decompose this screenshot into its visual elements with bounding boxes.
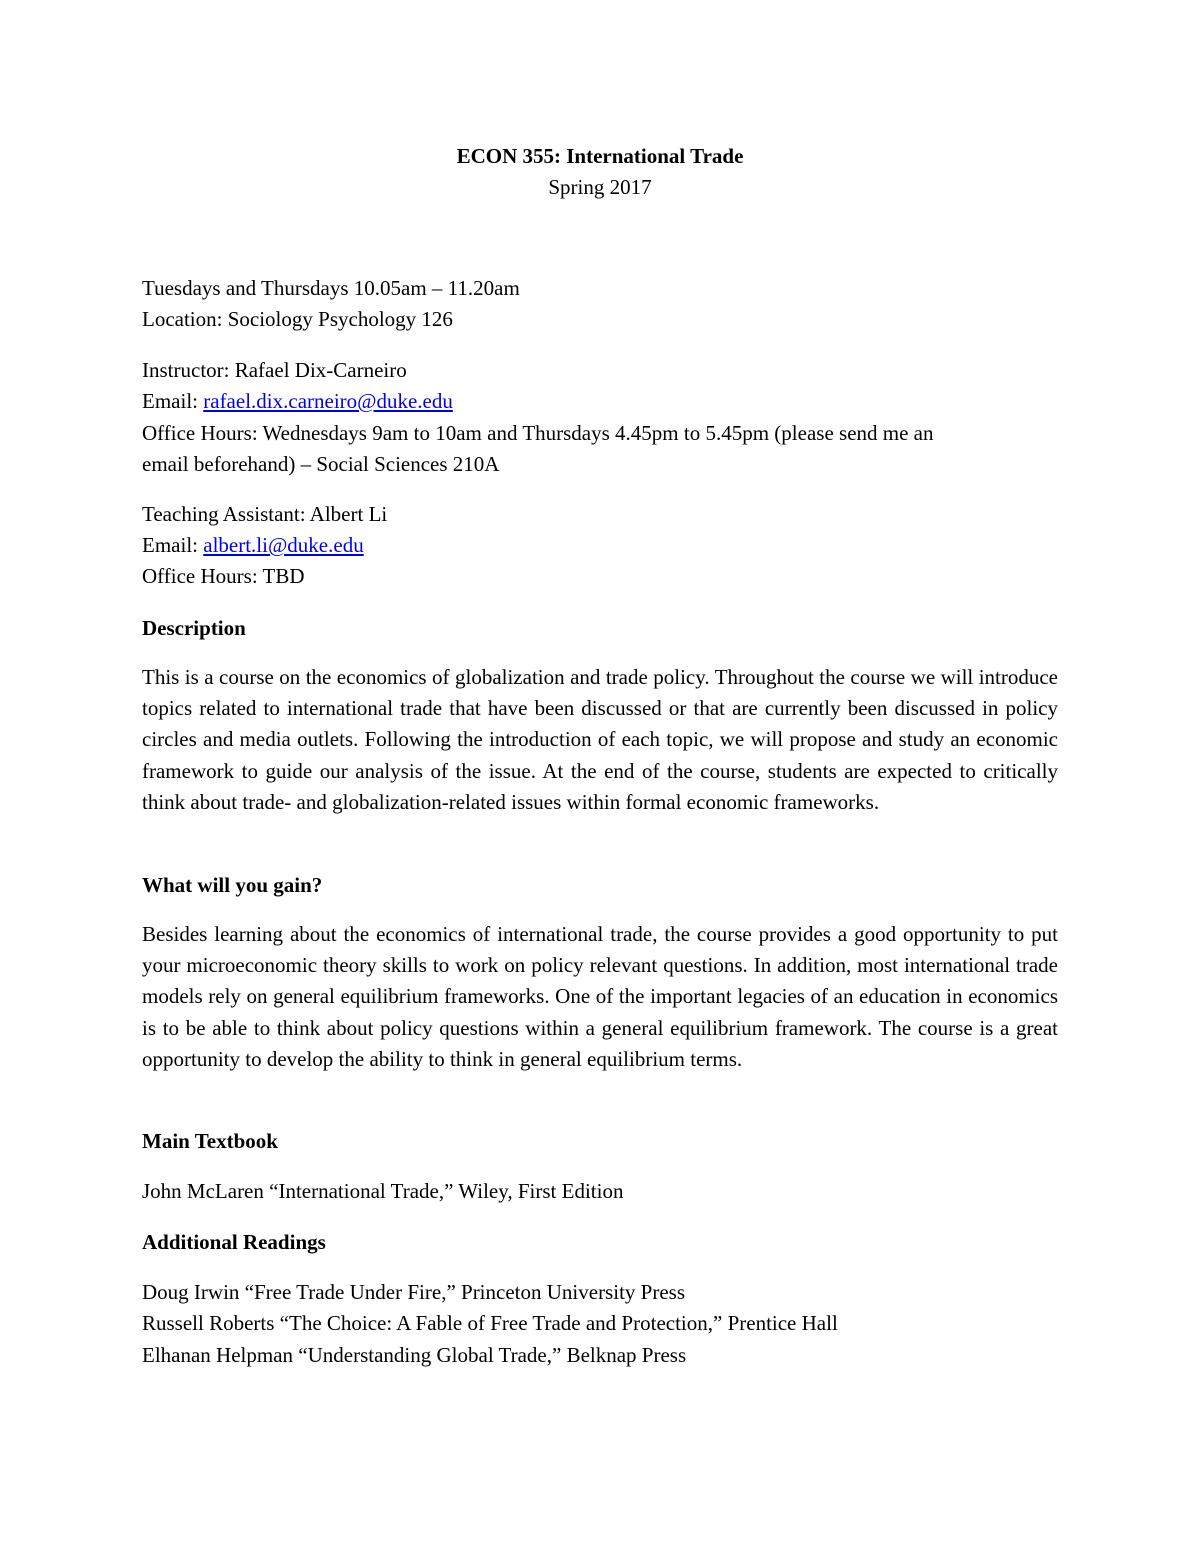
reading-item: Doug Irwin “Free Trade Under Fire,” Princeton University Press: [142, 1280, 685, 1304]
description-paragraph: This is a course on the economics of globalization and trade policy. Throughout the course we will introduce topics related to international trade that have been discussed or that are currently been discussed in policy circles and media outlets. Following the introduction of each topic, we will propose and study an economic framework to guide our analysis of the issue. At the end of the course, students are expected to critically think about trade- and globalization-related issues within formal economic frameworks.: [142, 665, 1058, 814]
course-title: ECON 355: International Trade: [456, 144, 744, 168]
ta-email-label: Email:: [142, 533, 204, 557]
textbook-entry: John McLaren “International Trade,” Wiley, First Edition: [142, 1179, 624, 1203]
reading-item: Elhanan Helpman “Understanding Global Trade,” Belknap Press: [142, 1343, 687, 1367]
instructor-name: Instructor: Rafael Dix-Carneiro: [142, 358, 407, 382]
ta-email-line: [142, 530, 364, 560]
description-heading: Description: [142, 616, 246, 640]
ta-email-link[interactable]: albert.li@duke.edu: [203, 533, 364, 557]
ta-office-hours: Office Hours: TBD: [142, 564, 305, 588]
instructor-email-line: [142, 386, 453, 416]
instructor-office-hours-line-2: email beforehand) – Social Sciences 210A: [142, 452, 500, 476]
instructor-office-hours-line-1: Office Hours: Wednesdays 9am to 10am and Thursdays 4.45pm to 5.45pm (please send me an: [142, 421, 934, 445]
class-schedule: Tuesdays and Thursdays 10.05am – 11.20am: [142, 276, 520, 300]
gain-paragraph: Besides learning about the economics of international trade, the course provides a good opportunity to put your microeconomic theory skills to work on policy relevant questions. In addition, most international trade models rely on general equilibrium frameworks. One of the important legacies of an education in economics is to be able to think about policy questions within a general equilibrium framework. The course is a great opportunity to develop the ability to think in general equilibrium terms.: [142, 922, 1058, 1071]
readings-heading: Additional Readings: [142, 1230, 326, 1254]
instructor-email-label: Email:: [142, 389, 204, 413]
instructor-email-link[interactable]: rafael.dix.carneiro@duke.edu: [203, 389, 453, 413]
reading-item: Russell Roberts “The Choice: A Fable of Free Trade and Protection,” Prentice Hall: [142, 1311, 838, 1335]
textbook-heading: Main Textbook: [142, 1129, 278, 1153]
ta-name: Teaching Assistant: Albert Li: [142, 502, 388, 526]
class-location: Location: Sociology Psychology 126: [142, 307, 453, 331]
gain-heading: What will you gain?: [142, 873, 323, 897]
course-term: Spring 2017: [548, 175, 652, 199]
